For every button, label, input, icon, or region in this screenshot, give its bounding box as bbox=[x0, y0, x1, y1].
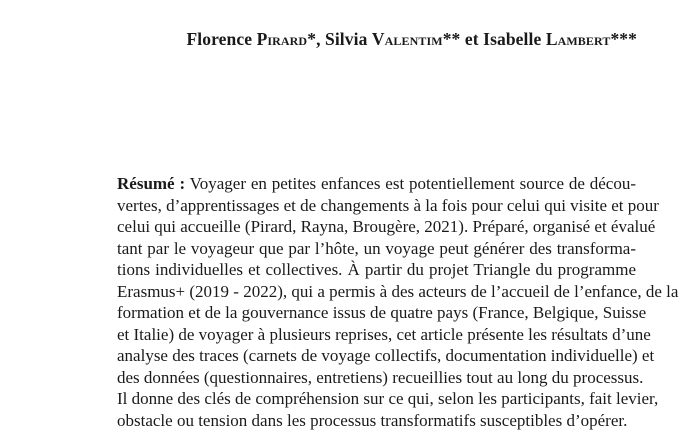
author-first-name: Isabelle bbox=[483, 29, 541, 49]
abstract-line bbox=[117, 173, 636, 195]
author-affiliation-mark: ** bbox=[443, 29, 461, 49]
author-affiliation-mark: *** bbox=[610, 29, 637, 49]
author-last-name: Pirard bbox=[257, 29, 308, 49]
abstract-line: des données (questionnaires, entretiens) recueillies tout au long du processus. bbox=[117, 367, 636, 389]
author-first-name: Florence bbox=[187, 29, 253, 49]
author-separator: , bbox=[316, 29, 325, 49]
abstract-line: Erasmus+ (2019 - 2022), qui a permis à des acteurs de l’accueil de l’enfance, de la bbox=[117, 281, 636, 303]
author-1 bbox=[187, 29, 317, 49]
author-affiliation-mark: * bbox=[307, 29, 316, 49]
author-2 bbox=[325, 29, 460, 49]
abstract-line: tant par le voyageur que par l’hôte, un voyage peut générer des transforma- bbox=[117, 238, 636, 260]
abstract-line: analyse des traces (carnets de voyage collectifs, documentation individuelle) et bbox=[117, 345, 636, 367]
abstract-line: celui qui accueille (Pirard, Rayna, Brougère, 2021). Préparé, organisé et évalué bbox=[117, 216, 636, 238]
author-separator: et bbox=[460, 29, 483, 49]
abstract-line: tions individuelles et collectives. À partir du projet Triangle du programme bbox=[117, 259, 636, 281]
author-last-name: Lambert bbox=[546, 29, 611, 49]
abstract-line: formation et de la gouvernance issus de quatre pays (France, Belgique, Suisse bbox=[117, 302, 636, 324]
abstract-line-text: Voyager en petites enfances est potentiellement source de décou- bbox=[185, 174, 636, 193]
abstract bbox=[117, 173, 636, 431]
abstract-line: Il donne des clés de compréhension sur ce qui, selon les participants, fait levier, bbox=[117, 388, 636, 410]
author-last-name: Valentim bbox=[372, 29, 443, 49]
abstract-line: vertes, d’apprentissages et de changements à la fois pour celui qui visite et pour bbox=[117, 195, 636, 217]
abstract-line: obstacle ou tension dans les processus transformatifs susceptibles d’opérer. bbox=[117, 410, 636, 431]
author-list bbox=[187, 29, 638, 50]
author-first-name: Silvia bbox=[325, 29, 367, 49]
author-3 bbox=[483, 29, 637, 49]
abstract-line: et Italie) de voyager à plusieurs reprises, cet article présente les résultats d’une bbox=[117, 324, 636, 346]
abstract-label: Résumé : bbox=[117, 174, 185, 193]
